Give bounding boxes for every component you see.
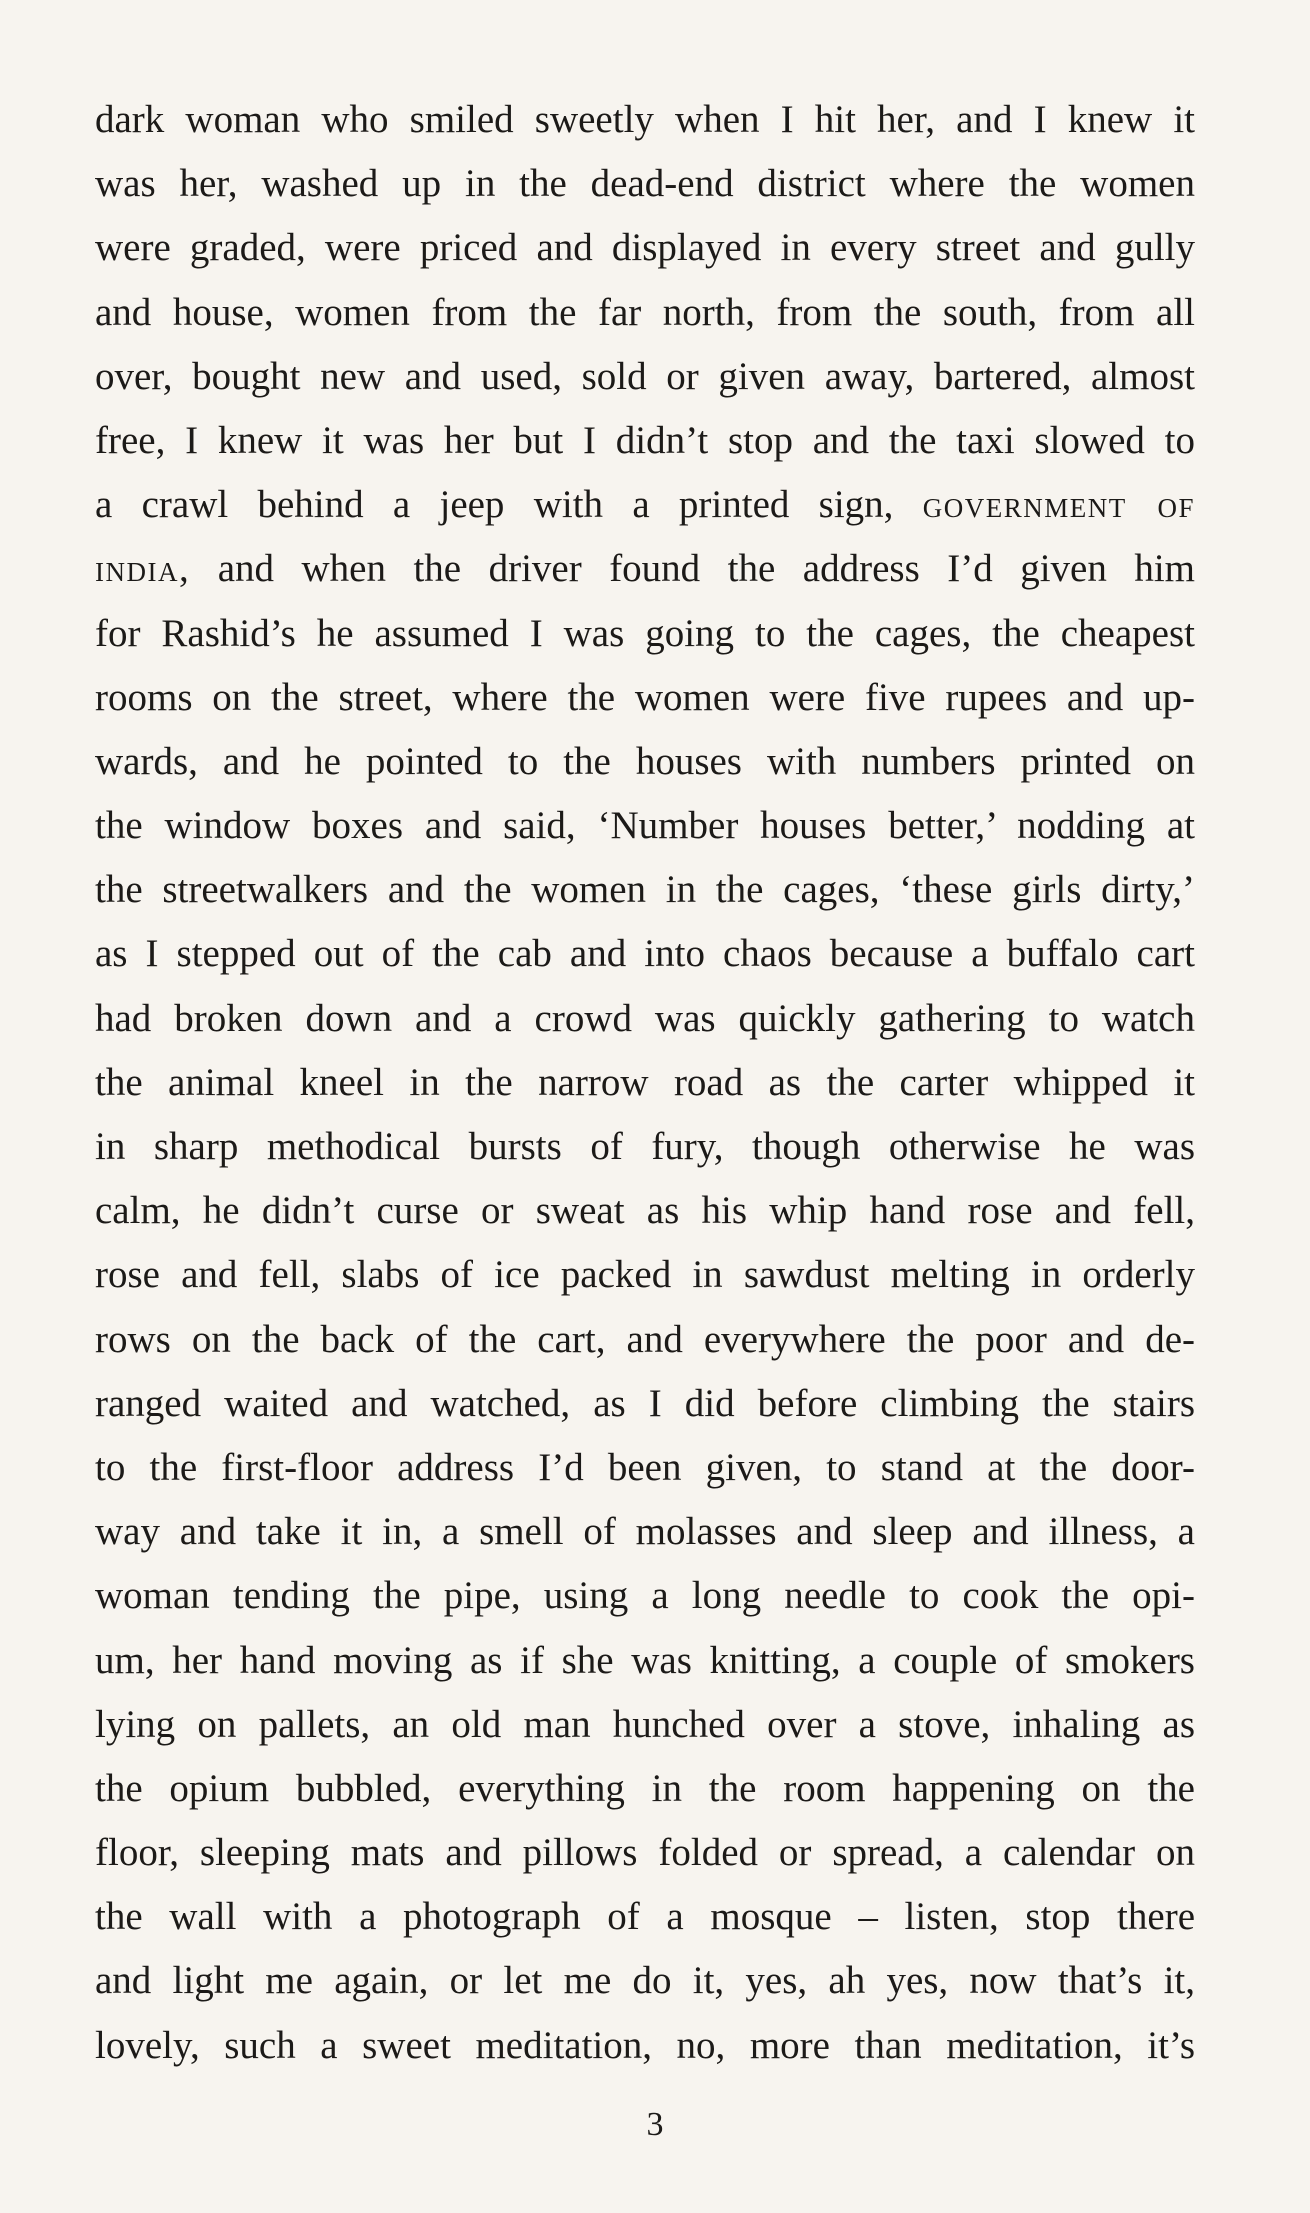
text-line: had broken down and a crowd was quickly gathering to watch <box>95 996 1195 1040</box>
text-line: to the first-floor address I’d been given, to stand at the door- <box>95 1445 1195 1489</box>
text-line: the animal kneel in the narrow road as the carter whipped it <box>95 1060 1195 1104</box>
text-line: and light me again, or let me do it, yes, ah yes, now that’s it, <box>95 1959 1195 2003</box>
text-line: rows on the back of the cart, and everywhere the poor and de- <box>95 1317 1195 1361</box>
text-line: in sharp methodical bursts of fury, though otherwise he was <box>95 1125 1195 1168</box>
text-line: were graded, were priced and displayed in every street and gully <box>95 226 1195 270</box>
text-line: was her, washed up in the dead-end district where the women <box>95 162 1195 206</box>
text-line: lying on pallets, an old man hunched over a stove, inhaling as <box>95 1702 1195 1746</box>
text-line: way and take it in, a smell of molasses and sleep and illness, a <box>95 1510 1195 1554</box>
page-number: 3 <box>646 2106 664 2143</box>
text-line: for Rashid’s he assumed I was going to the cages, the cheapest <box>95 611 1195 655</box>
text-line <box>95 473 1195 537</box>
small-caps-text: india, <box>95 547 191 591</box>
text-line: the streetwalkers and the women in the cages, ‘these girls dirty,’ <box>95 868 1195 912</box>
text-line: ranged waited and watched, as I did before climbing the stairs <box>95 1381 1195 1425</box>
text-line <box>95 537 1195 601</box>
text-line: floor, sleeping mats and pillows folded or spread, a calendar on <box>95 1831 1195 1875</box>
text-line: rose and fell, slabs of ice packed in sawdust melting in orderly <box>95 1253 1195 1297</box>
text-line: and house, women from the far north, from the south, from all <box>95 290 1195 334</box>
text-line: as I stepped out of the cab and into chaos because a buffalo cart <box>95 932 1195 976</box>
text-line: calm, he didn’t curse or sweat as his whip hand rose and fell, <box>95 1189 1195 1233</box>
text-line: the wall with a photograph of a mosque – listen, stop there <box>95 1895 1195 1939</box>
body-text <box>95 88 1195 2078</box>
text-line: wards, and he pointed to the houses with numbers printed on <box>95 739 1195 783</box>
text-line: woman tending the pipe, using a long needle to cook the opi- <box>95 1574 1195 1618</box>
text-line: um, her hand moving as if she was knitting, a couple of smokers <box>95 1638 1195 1682</box>
text-line: free, I knew it was her but I didn’t stop and the taxi slowed to <box>95 418 1195 462</box>
text-line: over, bought new and used, sold or given away, bartered, almost <box>95 354 1195 398</box>
text-segment: a crawl behind a jeep with a printed sign, <box>95 483 923 527</box>
text-line: dark woman who smiled sweetly when I hit her, and I knew it <box>95 98 1195 141</box>
text-line: the window boxes and said, ‘Number houses better,’ nodding at <box>95 804 1195 848</box>
text-segment: and when the driver found the address I’d given him <box>190 547 1195 591</box>
text-line: lovely, such a sweet meditation, no, more than meditation, it’s <box>95 2023 1195 2067</box>
small-caps-text: government of <box>922 483 1195 527</box>
text-line: rooms on the street, where the women were five rupees and up- <box>95 675 1195 719</box>
text-line: the opium bubbled, everything in the room happening on the <box>95 1766 1195 1810</box>
